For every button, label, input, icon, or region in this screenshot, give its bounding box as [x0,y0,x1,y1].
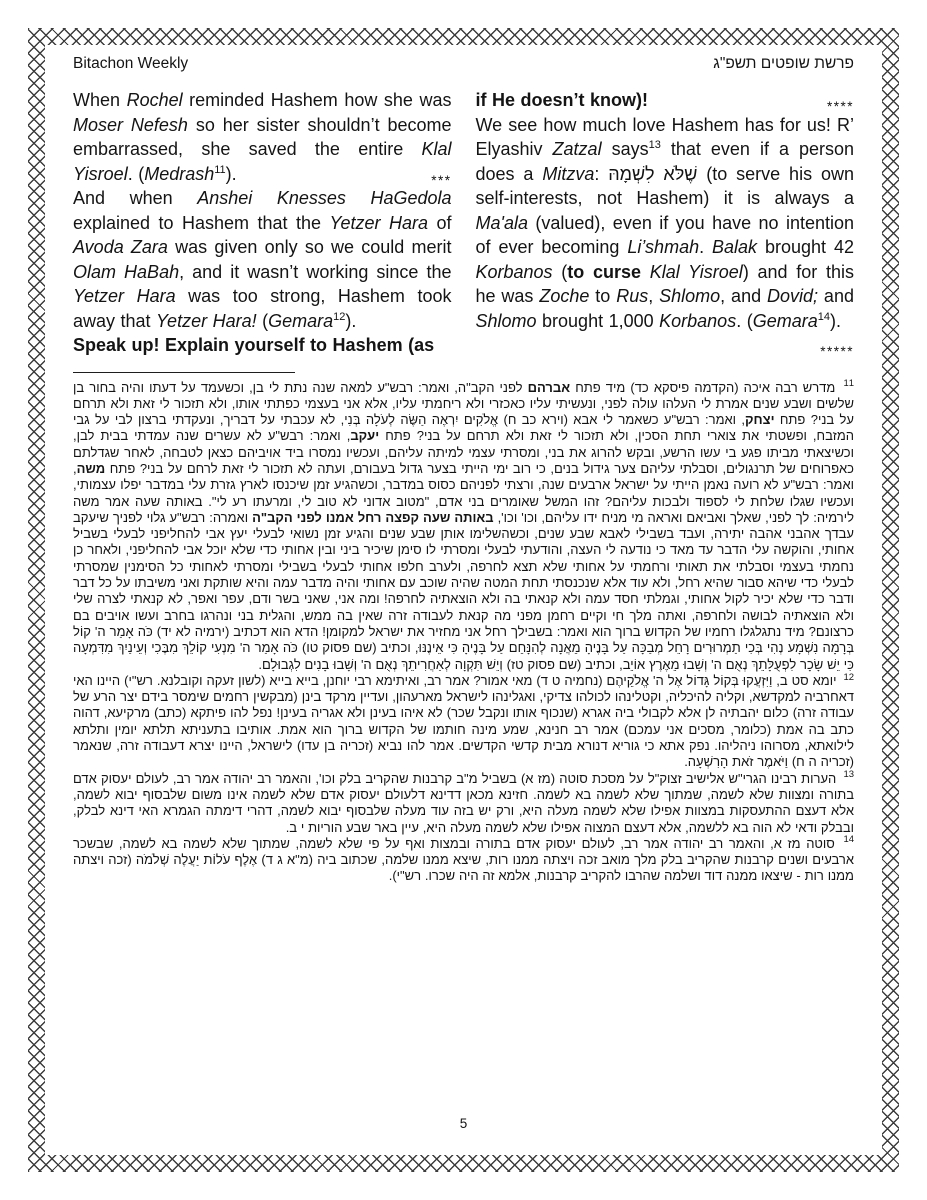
text-run: Shlomo [659,286,721,306]
text-run: , and it wasn’t working since the [179,261,452,282]
text-run: , ואמר: רבש"ע כשאמר לי אבא (וירא כב ח) אֱלֹקִים יִרְאֶה הַשֶּׂה לְעֹלָה בְּנִי, לא עכבתי על דבריך, ונעקדתי ברצון לבי על גבי המזבח, ופשטתי את צוארי תחת הסכין, ולא תזכור לי זאת ולא תרחם על בני? פתח [73,412,854,444]
text-run: Moser Nefesh [73,114,188,135]
footnote-reference: 12 [333,310,346,323]
text-run: ). [225,163,237,184]
text-run: brought 42 [757,237,854,257]
text-run: ). [345,310,357,331]
header-title-right: פרשת שופטים תשפ"ג [713,55,854,72]
text-run: , ואמר: רבש"ע לא עשרים שנה עמדתי בבית לבן, וכשיצאתי מביתו פגע בי עשו הרשע, ובקש להרוג את בני, ומסרתי עצמי למיתה עליהם, ועכשיו נמסרו ביד אויביהם כצאן לטבחה, לאחר שגדלתם כאפרוחים של תרנגולים, וסבלתי עליהם צער גידול בנים, כי רוב ימי הייתי בצער גדול בעבורם, ועתה לא תזכור לי זאת לרחם על בני? פתח [73,428,854,476]
text-run: . ( [736,310,753,331]
text-run: ). [829,310,841,331]
text-run: Avoda Zara [73,237,168,257]
text-run: Speak up! Explain yourself to Hashem (as [73,335,435,355]
footnotes-section [73,380,854,885]
text-run: And when [73,188,198,208]
text-run: When [73,90,127,110]
text-run: Yetzer Hara [73,286,176,306]
text-column-left [73,88,452,358]
text-run: מדרש רבה איכה (הקדמה פיסקא כד) מיד פתח [570,379,836,395]
paragraph [73,186,452,333]
text-run: , ואמר: רבש"ע לא רועה נאמן הייתי על ישראל ארבעים שנה, ורצתי לפניהם כסוס במדבר, וכשהגיע זמן שיכנסו לארץ גזרת עלי במדבר יפלו עצמותי, ועכשיו שגלו שלחת לי לספוד ולבכות עליהם? זהו המשל שאומרים בני אדם, "מטוב אדוני לא טוב לי, ומרעתו רע לי". באותה שעה אמר משה לירמיה: לך לפני, שאלך ואביאם ואראה מי מניח ידו עליהם, וכו' וכו', [73,460,854,525]
text-run: , and [720,286,767,306]
text-run: יומא סט ב, וַיִּזְעֲקוּ בְּקוֹל גָּדוֹל אֶל ה' אֱלֹקֵיהֶם (נחמיה ט ד) מאי אמור? אמר רב, ואיתימא רבי יוחנן, בייא בייא (לשון זעקה וקובלנא. רש"י) היינו האי דאחרביה למקדשא, וקליה להיכליה, וקטלינהו לכולהו צדיקי, ואגלינהו לישראל מארעהון, ועדיין מרקד בינן (מבקשין רחמים שימסר בידם יצר הרע של עבודה זרה) כלום יהבתיה לן אלא לקבולי ביה אגרא (שנכוף אותו ונקבל שכר) לא איהו בעינן ולא אגריה בעינן! נפל להו פיתקא (כתב) מרקיעא, דהוה כתב בה אמת (כלומר, מסכים אני עמכם) אמר רב חנינא, שמע מינה חותמו של הקדוש ברוך הוא אמת. אותיבו בתעניתא תלתא יומין ותלתא לילואתא, מסרוהו ניהליהו. נפק אתא כי גוריא דנורא מבית קדשי הקדשים. אמר להו נביא (זכריה בן עדו) לישראל, היינו יצרא דעבודה זרה, שנאמר (זכריה ה ח) וַיֹּאמֶר זֹאת הָרִשְׁעָה. [73,672,854,770]
text-run: Gemara [752,310,818,331]
text-run: so her sister shouldn’t become embarrassed, she saved the entire [73,114,452,159]
text-run: that even if a person does a [475,139,855,184]
text-run: Klal Yisroel [73,139,452,184]
text-run: יצחק [745,412,775,428]
document-header [73,55,854,73]
footnote-13 [73,771,854,836]
text-run: שֶׁלֹּא לִשְׁמָהּ [608,163,698,184]
paragraph [73,88,452,186]
text-column-right [476,88,855,358]
text-run: סוטה מז א, והאמר רב יהודה אמר רב, לעולם יעסוק אדם בתורה ובמצות ואף על פי שלא לשמה, שמתוך שלא לשמה בא לשמה, שבשכר ארבעים ושנים קרבנות שהקריב בלק מלך מואב זכה ויצתה ממנו רות, שיצא ממנו שלמה, שכתוב ביה (מ"א ג ד) אֶלֶף עֹלוֹת יַעֲלֶה שְׁלֹמֹה (זכה ויצתה ממנו רות - שיצאו ממנה דוד ושלמה שהרבו להקריב קרבנות, אלמא זה היה שכרו. רש"י). [73,835,854,884]
text-run: Yetzer Hara! [156,310,257,331]
text-run: (valued), even if you have no intention of ever becoming [475,212,854,257]
text-run: **** [826,99,854,114]
text-run: . [699,237,713,257]
text-run: (to serve his own self-interests, not Hashem) it is always a [475,163,854,208]
text-run: ( [552,261,568,282]
text-run: Li’shmah [627,237,700,257]
text-run: was too strong, Hashem took away that [73,286,452,331]
text-run: reminded Hashem how she was [182,90,452,110]
footnote-reference: 14 [817,310,830,323]
text-run: ***** [820,344,854,359]
decorative-crosshatch-border [28,28,899,1172]
text-run: of [428,212,452,233]
footnote-separator [73,372,295,373]
footnote-number: 11 [843,378,855,390]
text-run: Zoche [539,286,590,306]
text-run: Balak [712,237,758,257]
text-run: Rochel [126,90,183,110]
text-run: אברהם [527,379,571,395]
text-run: explained to Hashem that the [73,212,330,233]
text-run: ) and for this he was [475,261,854,306]
text-run: to curse [567,261,641,282]
footnote-14 [73,836,854,885]
header-title-left: Bitachon Weekly [73,55,189,72]
page-content [45,45,882,1155]
text-run [641,262,650,282]
footnote-reference: 11 [214,163,226,176]
text-run: Yetzer Hara [329,212,429,233]
text-run: says [601,139,649,159]
footnote-12 [73,673,854,771]
text-run: לפני הקב"ה, ואמר: רבש"ע למאה שנה נתת לי בן, וכשעמד על דעתו והיה בחור בן שלשים ושבע שנים אמרת לי העלהו עולה לפני, ונעשיתי עליו כאכזרי ולא ריחמתי עליו, אלא אני בעצמי כפתתי אותו, ולא תזכור לי זאת ולא תרחם על בני? פתח [73,379,854,428]
paragraph [476,88,855,113]
text-run: , [648,286,660,306]
text-run: We see how much love Hashem has for us! R’ Elyashiv [475,114,854,159]
text-run: הערות רבינו הגרי"ש אלישיב זצוק"ל על מסכת סוטה (מז א) בשביל מ"ב קרבנות שהקריב בלק וכו', והאמר רב יהודה אמר רב, לעולם יעסוק אדם בתורה ומצוות שלא לשמה, שמתוך שלא לשמה בא לשמה. חזינא מכאן דדינא דלעולם יעסוק אדם שלא לשמה אינו משום שלבסוף יבוא לשמה, אלא דעצם ההתעסקות במצוות אפילו שלא לשמה מעלה היא, ורק יש בזה עוד מעלה שלבסוף יבוא לשמה, דהרי דימתה הגמרא האי דינא לבלק, ובבלק ודאי לא הוה בא ללשמה, אלא דעצם המצוה אפילו שלא לשמה מעלה היא, עיין באר שבע הוריות י ב. [73,770,854,835]
text-run: if He doesn’t know)! [475,90,648,110]
text-run: Mitzva [542,163,595,184]
text-run: Dovid; [767,286,819,306]
page-number: 5 [459,1116,468,1131]
footnote-11 [73,380,854,673]
footnote-number: 13 [843,769,855,781]
text-run: ואמרה: רבש"ע גלוי לפניך שיעקב עבדך אהבני אהבה יתירה, ועבד בשבילי לאבא שבע שנים, וכשהשלימו אותן שבע שנים והגיע זמן נשואי לבעלי יעץ אבי להחליפני לבעלי בשביל אחותי, והוקשה עלי הדבר עד מאד כי נודעה לי העצה, והודעתי לבעלי ומסרתי לו סימן שיכיר ביני ובין אחותי כדי שלא יוכל אבי להחליפני, ולאחר כן נחמתי בעצמי וסבלתי את תאותי ורחמתי על אחותי שלא תצא לחרפה, ולערב חלפו אחותי לבעלי בשבילי ומסרתי לאחותי כל הסימנין שמסרתי לבעלי כדי שיהא סבור שהיא רחל, ולא עוד אלא שנכנסתי תחת המטה שהיה שוכב עם אחותי והיה מדבר עמה והיא שותקת ואני משיבתו על כל דבר ודבר כדי שלא יכיר לקול אחותי, וגמלתי חסד עמה ולא קנאתי בה ולא הוצאתיה לחרפה! ומה אני, שאני בשר ודם, עפר ואפר, לא קנאתי לצרה שלי ולא הוצאתיה לבושה ולחרפה, ואתה מלך חי וקיים רחמן מפני מה קנאת לעבודה זרה שאין בה ממש, והגלית בני ונהרגו בחרב ועשו אויבים בם כרצונם? מיד נתגלגלו רחמיו של הקדוש ברוך הוא ואמר: בשבילך רחל אני מחזיר את ישראל למקומן! הדא הוא דכתיב (ירמיה לא יד) כֹּה אָמַר ה' קוֹל בְּרָמָה נִשְׁמָע נְהִי בְּכִי תַמְרוּרִים רָחֵל מְבַכָּה עַל בָּנֶיהָ מֵאֲנָה לְהִנָּחֵם עַל בָּנֶיהָ כִּי אֵינֶנּוּ, וכתיב (שם פסוק טו) כֹּה אָמַר ה' מִנְעִי קוֹלֵךְ מִבֶּכִי וְעֵינַיִךְ מִדִּמְעָה כִּי יֵשׁ שָׂכָר לִפְעֻלָּתֵךְ נְאֻם ה' וְשָׁבוּ מֵאֶרֶץ אוֹיֵב, וכתיב (שם פסוק טז) וְיֵשׁ תִּקְוָה לְאַחֲרִיתֵךְ נְאֻם ה' וְשָׁבוּ בָנִים לִגְבוּלָם. [73,509,854,672]
text-run: *** [431,172,452,188]
text-run: Klal Yisroel [649,261,743,282]
text-run: and [818,286,854,306]
paragraph [73,333,452,358]
text-run: ( [256,310,269,331]
footnote-reference: 13 [648,139,661,151]
text-run: Gemara [268,310,334,331]
paragraph [475,113,855,359]
text-run: Rus [616,286,649,306]
text-run: Korbanos [475,261,553,282]
text-run: משה [76,460,106,476]
two-column-body [73,88,854,358]
text-run: Ma'ala [475,212,528,233]
text-run: Shlomo [475,310,537,331]
text-run: to [589,286,617,306]
text-run: Olam HaBah [73,261,180,282]
text-run: באותה שעה קפצה רחל אמנו לפני הקב"ה [252,509,494,525]
text-run: יעקב [350,428,380,444]
text-run: brought 1,000 [536,310,660,331]
footnote-number: 14 [843,834,855,846]
text-run: . ( [127,163,145,184]
text-run: Korbanos [659,310,737,331]
text-run: : [594,163,609,184]
footnote-number: 12 [843,671,855,683]
text-run: Anshei Knesses HaGedola [197,188,452,208]
text-run: Medrash [144,163,215,184]
text-run: was given only so we could merit [167,237,452,257]
text-run: Zatzal [552,139,602,159]
